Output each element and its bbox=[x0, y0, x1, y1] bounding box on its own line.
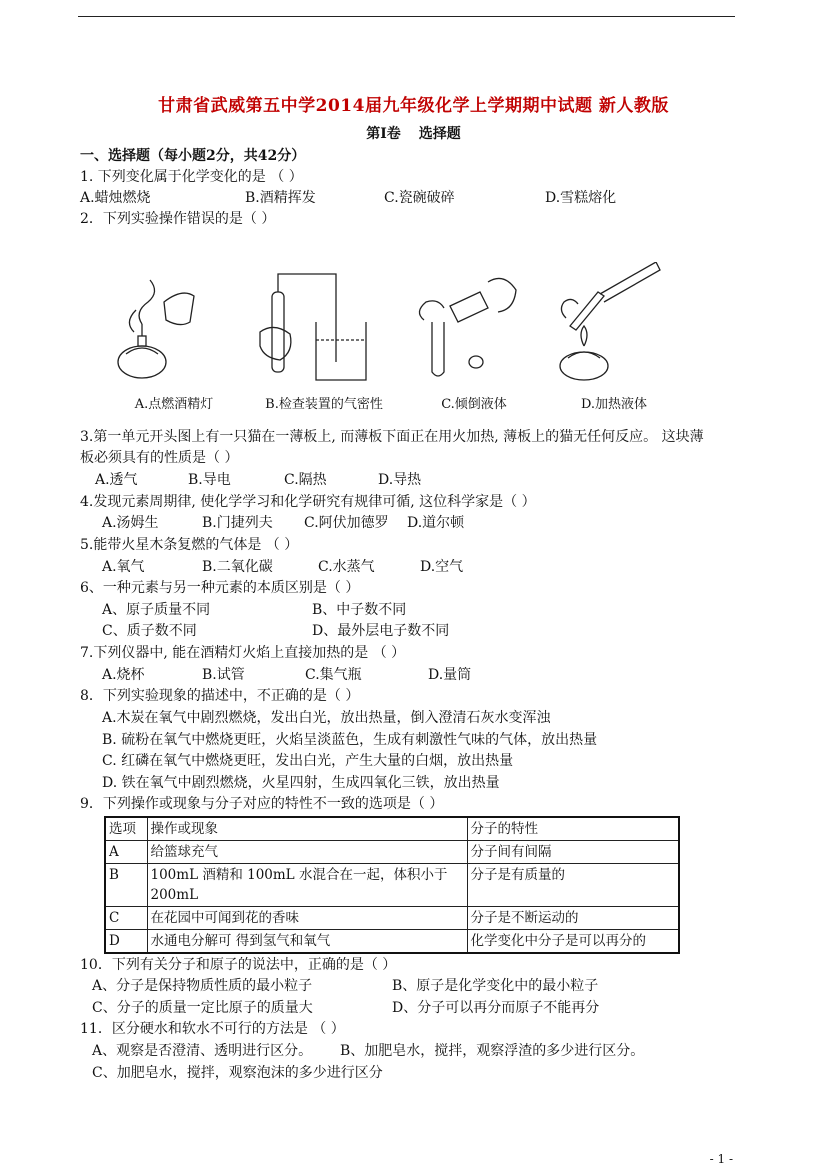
q9-table bbox=[104, 816, 680, 954]
airtightness-check-illustration bbox=[254, 262, 394, 387]
q5-option-a: A.氧气 bbox=[102, 559, 145, 575]
q6-option-b: B、中子数不同 bbox=[312, 602, 407, 618]
row-option: D bbox=[105, 930, 147, 954]
row-option: C bbox=[105, 907, 147, 930]
table-row bbox=[105, 907, 679, 930]
q6-option-d: D、最外层电子数不同 bbox=[312, 623, 450, 639]
q3-option-a: A.透气 bbox=[95, 472, 138, 488]
q8-option-b: B. 硫粉在氧气中燃烧更旺，火焰呈淡蓝色，生成有刺激性气味的气体，放出热量 bbox=[102, 732, 598, 748]
q9-stem: 9．下列操作或现象与分子对应的特性不一致的选项是（ ） bbox=[80, 796, 444, 812]
q6-option-c: C、质子数不同 bbox=[102, 623, 197, 639]
q2-stem: 2．下列实验操作错误的是（ ） bbox=[80, 211, 276, 227]
section-heading: 一、选择题（每小题2分，共42分） bbox=[80, 148, 306, 164]
part-label: 第Ⅰ卷 bbox=[366, 126, 401, 142]
figure-d-caption: D.加热液体 bbox=[580, 397, 648, 412]
q1-option-c: C.瓷碗破碎 bbox=[384, 190, 455, 206]
q5-option-d: D.空气 bbox=[420, 559, 464, 575]
q11-option-b: B、加肥皂水，搅拌，观察浮渣的多少进行区分。 bbox=[340, 1043, 645, 1059]
row-option: B bbox=[105, 864, 147, 907]
q7-stem: 7.下列仪器中, 能在酒精灯火焰上直接加热的是 （ ） bbox=[80, 645, 406, 661]
q6-option-a: A、原子质量不同 bbox=[102, 602, 211, 618]
figure-b bbox=[254, 262, 394, 412]
row-property: 分子间有间隔 bbox=[467, 841, 679, 864]
q11-option-c: C、加肥皂水，搅拌，观察泡沫的多少进行区分 bbox=[92, 1065, 383, 1081]
q10-option-b: B、原子是化学变化中的最小粒子 bbox=[392, 978, 599, 994]
figure-a bbox=[104, 262, 244, 412]
q3-option-b: B.导电 bbox=[188, 472, 231, 488]
q11-stem: 11．区分硬水和软水不可行的方法是 （ ） bbox=[80, 1021, 345, 1037]
q1-stem: 1. 下列变化属于化学变化的是 （ ） bbox=[80, 169, 303, 185]
q10-option-a: A、分子是保持物质性质的最小粒子 bbox=[92, 978, 313, 994]
q5-option-c: C.水蒸气 bbox=[318, 559, 375, 575]
q10-option-c: C、分子的质量一定比原子的质量大 bbox=[92, 1000, 313, 1016]
document-title: 甘肃省武威第五中学2014届九年级化学上学期期中试题 新人教版 bbox=[158, 96, 669, 116]
q2-figure-strip bbox=[104, 262, 680, 412]
q3-option-c: C.隔热 bbox=[284, 472, 327, 488]
row-property: 化学变化中分子是可以再分的 bbox=[467, 930, 679, 954]
q6-stem: 6、一种元素与另一种元素的本质区别是（ ） bbox=[80, 580, 360, 596]
table-row bbox=[105, 930, 679, 954]
q3-stem-line2: 板必须具有的性质是（ ） bbox=[80, 450, 239, 466]
q5-stem: 5.能带火星木条复燃的气体是 （ ） bbox=[80, 537, 299, 553]
q3-stem-line1: 3.第一单元开头图上有一只猫在一薄板上, 而薄板下面正在用火加热, 薄板上的猫无任何反应。 这块薄 bbox=[80, 429, 704, 445]
heating-liquid-illustration bbox=[544, 262, 684, 387]
pouring-liquid-illustration bbox=[404, 262, 544, 387]
q7-option-a: A.烧杯 bbox=[102, 667, 145, 683]
part-name: 选择题 bbox=[418, 126, 461, 142]
q8-option-d: D. 铁在氧气中剧烈燃烧，火星四射，生成四氧化三铁，放出热量 bbox=[102, 775, 500, 791]
alcohol-lamp-lighting-illustration bbox=[104, 262, 244, 387]
header-property: 分子的特性 bbox=[467, 817, 679, 841]
q8-option-a: A.木炭在氧气中剧烈燃烧，发出白光，放出热量，倒入澄清石灰水变浑浊 bbox=[102, 710, 551, 726]
row-phenomenon: 在花园中可闻到花的香味 bbox=[147, 907, 467, 930]
figure-c-caption: C.倾倒液体 bbox=[441, 397, 507, 412]
q4-option-b: B.门捷列夫 bbox=[202, 515, 273, 531]
q7-option-d: D.量筒 bbox=[428, 667, 472, 683]
q8-stem: 8．下列实验现象的描述中，不正确的是（ ） bbox=[80, 688, 360, 704]
q8-option-c: C. 红磷在氧气中燃烧更旺，发出白光，产生大量的白烟，放出热量 bbox=[102, 753, 514, 769]
q7-option-b: B.试管 bbox=[202, 667, 245, 683]
header-rule bbox=[78, 16, 735, 17]
q10-option-d: D、分子可以再分而原子不能再分 bbox=[392, 1000, 600, 1016]
row-phenomenon: 水通电分解可 得到氢气和氧气 bbox=[147, 930, 467, 954]
q1-option-d: D.雪糕熔化 bbox=[545, 190, 617, 206]
q4-option-a: A.汤姆生 bbox=[102, 515, 159, 531]
q4-stem: 4.发现元素周期律, 使化学学习和化学研究有规律可循, 这位科学家是（ ） bbox=[80, 494, 536, 510]
q10-stem: 10．下列有关分子和原子的说法中，正确的是（ ） bbox=[80, 957, 397, 973]
row-phenomenon: 100mL 酒精和 100mL 水混合在一起，体积小于 200mL bbox=[147, 864, 467, 907]
header-option: 选项 bbox=[105, 817, 147, 841]
q3-option-d: D.导热 bbox=[378, 472, 422, 488]
row-property: 分子是不断运动的 bbox=[467, 907, 679, 930]
part-heading bbox=[0, 123, 827, 143]
q4-option-c: C.阿伏加德罗 bbox=[304, 515, 389, 531]
figure-d bbox=[544, 262, 684, 412]
header-phenomenon: 操作或现象 bbox=[147, 817, 467, 841]
page-number: - 1 - bbox=[709, 1152, 733, 1166]
figure-c bbox=[404, 262, 544, 412]
q4-option-d: D.道尔顿 bbox=[407, 515, 465, 531]
q1-option-b: B.酒精挥发 bbox=[245, 190, 316, 206]
row-phenomenon: 给篮球充气 bbox=[147, 841, 467, 864]
figure-a-caption: A.点燃酒精灯 bbox=[134, 397, 214, 412]
table-row bbox=[105, 864, 679, 907]
q5-option-b: B.二氧化碳 bbox=[202, 559, 273, 575]
q1-option-a: A.蜡烛燃烧 bbox=[80, 190, 151, 206]
q11-option-a: A、观察是否澄清、透明进行区分。 bbox=[92, 1043, 313, 1059]
row-option: A bbox=[105, 841, 147, 864]
row-property: 分子是有质量的 bbox=[467, 864, 679, 907]
table-header-row bbox=[105, 817, 679, 841]
figure-b-caption: B.检查装置的气密性 bbox=[265, 397, 383, 412]
q7-option-c: C.集气瓶 bbox=[305, 667, 362, 683]
table-row bbox=[105, 841, 679, 864]
